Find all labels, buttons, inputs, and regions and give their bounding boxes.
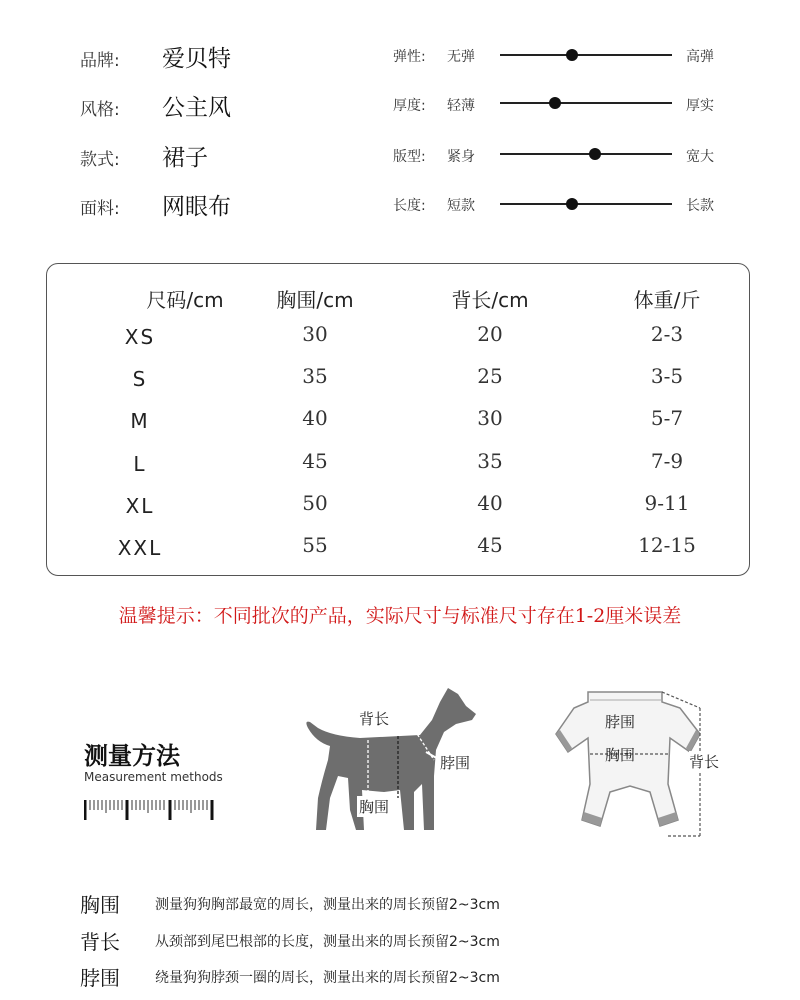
attr-style-label: 风格: — [80, 100, 120, 120]
scale-label: 长度: — [393, 198, 426, 214]
scale-track — [500, 153, 672, 155]
desc-term-back: 背长 — [80, 930, 120, 954]
size-table — [46, 263, 750, 576]
table-cell: 12-15 — [638, 533, 696, 557]
scale-knob — [566, 49, 578, 61]
table-cell: 30 — [477, 406, 503, 430]
table-cell: XL — [125, 494, 155, 518]
table-cell: 7-9 — [650, 449, 684, 473]
scale-label: 弹性: — [393, 49, 426, 65]
cloth-neck-label: 脖围 — [605, 713, 636, 731]
table-cell: 20 — [477, 322, 503, 346]
scale-right-label: 厚实 — [686, 98, 714, 114]
desc-term-chest: 胸围 — [80, 893, 120, 917]
attr-style-value: 公主风 — [162, 95, 231, 121]
scale-right-label: 宽大 — [686, 149, 714, 165]
scale-track — [500, 203, 672, 205]
method-subtitle: Measurement methods — [84, 770, 223, 784]
table-cell: 5-7 — [650, 406, 684, 430]
table-header-size: 尺码/cm — [146, 288, 224, 312]
ruler-icon — [84, 796, 214, 822]
scale-left-label: 短款 — [447, 198, 475, 214]
method-title: 测量方法 — [84, 742, 180, 770]
table-header-weight: 体重/斤 — [633, 288, 701, 312]
scale-track — [500, 54, 672, 56]
dog-neck-label: 脖围 — [440, 754, 471, 772]
table-cell: 55 — [302, 533, 328, 557]
size-error-notice: 温馨提示：不同批次的产品，实际尺寸与标准尺寸存在1-2厘米误差 — [118, 605, 682, 627]
attr-fabric-value: 网眼布 — [162, 194, 231, 220]
table-cell: 9-11 — [644, 491, 690, 515]
scale-label: 厚度: — [393, 98, 426, 114]
attr-brand-value: 爱贝特 — [162, 46, 231, 72]
table-cell: 2-3 — [650, 322, 684, 346]
scale-knob — [589, 148, 601, 160]
scale-label: 版型: — [393, 149, 426, 165]
desc-text-chest: 测量狗狗胸部最宽的周长，测量出来的周长预留2~3cm — [155, 897, 500, 913]
scale-left-label: 无弹 — [447, 49, 475, 65]
table-cell: 50 — [302, 491, 328, 515]
dog-chest-label: 胸围 — [359, 798, 390, 816]
dog-back-label: 背长 — [359, 710, 390, 728]
scale-right-label: 高弹 — [686, 49, 714, 65]
table-cell: XXL — [117, 536, 163, 560]
scale-knob — [549, 97, 561, 109]
table-cell: 45 — [302, 449, 328, 473]
attr-brand-label: 品牌: — [80, 51, 120, 71]
scale-knob — [566, 198, 578, 210]
cloth-chest-label: 胸围 — [605, 746, 636, 764]
scale-left-label: 紧身 — [447, 149, 475, 165]
table-cell: 25 — [477, 364, 503, 388]
table-cell: 35 — [477, 449, 503, 473]
attr-type-label: 款式: — [80, 150, 120, 170]
attr-fabric-label: 面料: — [80, 199, 120, 219]
scale-left-label: 轻薄 — [447, 98, 475, 114]
table-cell: 30 — [302, 322, 328, 346]
table-cell: 3-5 — [650, 364, 684, 388]
table-cell: XS — [124, 325, 156, 349]
table-cell: L — [133, 452, 147, 476]
desc-text-neck: 绕量狗狗脖颈一圈的周长，测量出来的周长预留2~3cm — [155, 970, 500, 986]
table-cell: 35 — [302, 364, 328, 388]
attr-type-value: 裙子 — [162, 145, 208, 171]
desc-term-neck: 脖围 — [80, 966, 120, 990]
desc-text-back: 从颈部到尾巴根部的长度，测量出来的周长预留2~3cm — [155, 934, 500, 950]
table-header-back: 背长/cm — [451, 288, 529, 312]
table-cell: 40 — [302, 406, 328, 430]
scale-track — [500, 102, 672, 104]
cloth-back-label: 背长 — [689, 753, 720, 771]
table-cell: 45 — [477, 533, 503, 557]
table-cell: M — [130, 409, 150, 433]
scale-right-label: 长款 — [686, 198, 714, 214]
table-cell: S — [132, 367, 148, 391]
table-header-chest: 胸围/cm — [276, 288, 354, 312]
table-cell: 40 — [477, 491, 503, 515]
